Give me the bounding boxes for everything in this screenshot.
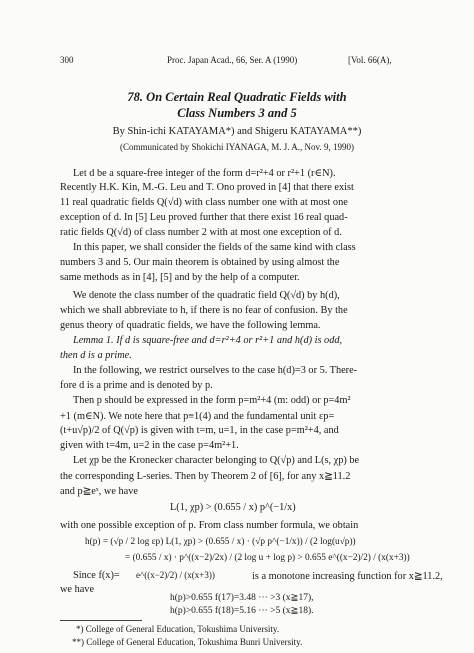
body-line: ratic fields Q(√d) of class number 2 with at most one exception of d. bbox=[60, 227, 342, 238]
body-line: Since f(x)= bbox=[73, 570, 120, 581]
equation-h1: h(p)>0.655 f(17)=3.48 ··· >3 (x≧17), bbox=[170, 593, 314, 603]
lemma-line: Lemma 1. If d is square-free and d=r²+4 or r²+1 and h(d) is odd, bbox=[73, 335, 343, 346]
paper-title-line2: Class Numbers 3 and 5 bbox=[177, 106, 297, 120]
body-line: genus theory of quadratic fields, we have the following lemma. bbox=[60, 320, 321, 331]
equation-fx: e^((x−2)/2) / (x(x+3)) bbox=[136, 570, 215, 580]
body-line: Let χp be the Kronecker character belonging to Q(√p) and L(s, χp) be bbox=[73, 455, 360, 466]
body-line: 11 real quadratic fields Q(√d) with class number one with at most one bbox=[60, 197, 348, 208]
body-line: Recently H.K. Kin, M.-G. Leu and T. Ono proved in [4] that there exist bbox=[60, 182, 354, 193]
equation-2-lhs: h(p) = (√p / 2 log εp) L(1, χp) > (0.655 / x) · (√p p^(−1/x)) / (2 log(u√p)) bbox=[85, 537, 356, 547]
body-line: fore d is a prime and is denoted by p. bbox=[60, 380, 213, 391]
body-line: (t+u√p)/2 of Q(√p) is given with t=m, u=1, in the case p=m²+4, and bbox=[60, 425, 339, 436]
footnote-rule bbox=[60, 620, 142, 621]
body-line: same methods as in [4], [5] and by the help of a computer. bbox=[60, 272, 300, 283]
body-line: +1 (m∈N). We note here that p≡1(4) and the fundamental unit εp= bbox=[60, 411, 335, 422]
body-line: In this paper, we shall consider the fields of the same kind with class bbox=[73, 242, 356, 253]
body-line: Then p should be expressed in the form p=m²+4 (m: odd) or p=4m² bbox=[73, 395, 351, 406]
equation-h2: h(p)>0.655 f(18)=5.16 ··· >5 (x≧18). bbox=[170, 606, 314, 616]
body-line: with one possible exception of p. From class number formula, we obtain bbox=[60, 520, 359, 531]
volume-header: [Vol. 66(A), bbox=[348, 55, 392, 65]
body-line: In the following, we restrict ourselves to the case h(d)=3 or 5. There- bbox=[73, 365, 358, 376]
equation-2-rhs: = (0.655 / x) · p^((x−2)/2x) / (2 log u + log p) > 0.655 e^((x−2)/2) / (x(x+3)) bbox=[125, 553, 410, 563]
body-line: and p≧eˣ, we have bbox=[60, 486, 138, 497]
body-line: given with t=4m, u=2 in the case p=4m²+1. bbox=[60, 440, 239, 451]
body-line: we have bbox=[60, 584, 95, 595]
body-line: exception of d. In [5] Leu proved further that there exist 16 real quad- bbox=[60, 212, 348, 223]
body-line: which we shall abbreviate to h, if there is no fear of confusion. By the bbox=[60, 305, 348, 316]
footnote-1: *) College of General Education, Tokushima University. bbox=[76, 624, 280, 634]
body-line: numbers 3 and 5. Our main theorem is obtained by using almost the bbox=[60, 257, 340, 268]
footnote-2: **) College of General Education, Tokushima Bunri University. bbox=[72, 637, 303, 647]
paper-title-line1: 78. On Certain Real Quadratic Fields with bbox=[127, 90, 347, 104]
body-line: is a monotone increasing function for x≧11.2, bbox=[252, 571, 443, 582]
authors: By Shin-ichi KATAYAMA*) and Shigeru KATAYAMA**) bbox=[112, 126, 362, 137]
journal-header: Proc. Japan Acad., 66, Ser. A (1990) bbox=[167, 55, 298, 65]
equation-1: L(1, χp) > (0.655 / x) p^(−1/x) bbox=[170, 502, 296, 513]
communication-note: (Communicated by Shokichi IYANAGA, M. J. A., Nov. 9, 1990) bbox=[120, 142, 354, 152]
page-number: 300 bbox=[60, 55, 74, 65]
body-line: We denote the class number of the quadratic field Q(√d) by h(d), bbox=[73, 290, 340, 301]
body-line: the corresponding L-series. Then by Theorem 2 of [6], for any x≧11.2 bbox=[60, 471, 351, 482]
body-line: Let d be a square-free integer of the form d=r²+4 or r²+1 (r∈N). bbox=[73, 168, 336, 179]
lemma-line: then d is a prime. bbox=[60, 350, 132, 361]
